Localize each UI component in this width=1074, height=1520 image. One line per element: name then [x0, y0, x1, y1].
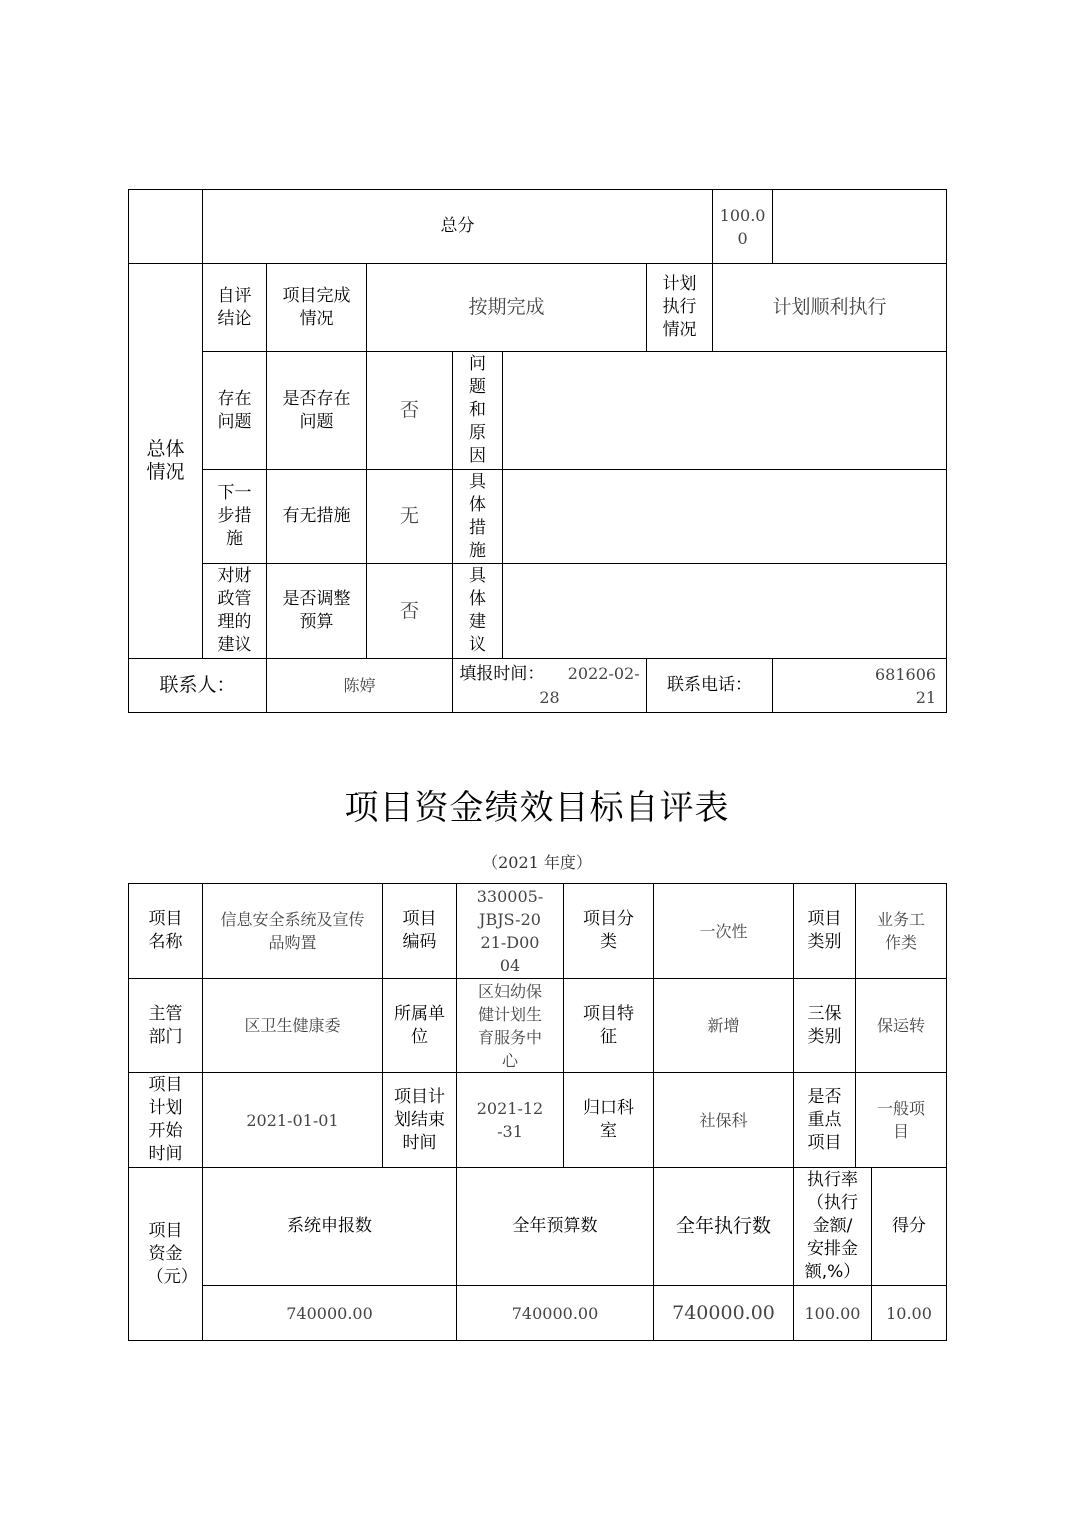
finance-advice-label: 对财政管理的建议: [203, 564, 267, 659]
executed-value: 740000.00: [654, 1286, 794, 1341]
issues-label: 存在问题: [203, 352, 267, 470]
total-label: 总分: [203, 190, 713, 264]
advice-value: [503, 564, 947, 659]
unit-value: 区妇幼保健计划生育服务中心: [457, 979, 564, 1073]
summary-table: [128, 189, 947, 713]
self-eval-label: 自评结论: [203, 264, 267, 352]
feature-label: 项目特征: [564, 979, 654, 1073]
end-label: 项目计划结束时间: [383, 1073, 457, 1168]
dept-label: 主管部门: [129, 979, 203, 1073]
blank-cell: [773, 190, 947, 264]
adjust-budget-label: 是否调整预算: [267, 564, 367, 659]
executed-label: 全年执行数: [654, 1168, 794, 1286]
sanbao-value: 保运转: [856, 979, 947, 1073]
budget-label: 全年预算数: [457, 1168, 654, 1286]
funds-label: 项目资金（元）: [129, 1168, 203, 1341]
start-label: 项目计划开始时间: [129, 1073, 203, 1168]
project-category-value: 一次性: [654, 884, 794, 979]
score-label: 得分: [872, 1168, 947, 1286]
plan-exec-label: 计划执行情况: [647, 264, 713, 352]
dept-value: 区卫生健康委: [203, 979, 383, 1073]
phone-label: 联系电话：: [647, 659, 773, 713]
office-value: 社保科: [654, 1073, 794, 1168]
key-label: 是否重点项目: [794, 1073, 856, 1168]
unit-label: 所属单位: [383, 979, 457, 1073]
project-code-value: 330005-JBJS-2021-D0004: [457, 884, 564, 979]
contact-label: 联系人：: [129, 659, 267, 713]
year-label: （2021 年度）: [482, 853, 592, 872]
completion-value: 按期完成: [367, 264, 647, 352]
has-measures-label: 有无措施: [267, 470, 367, 564]
has-issues-label: 是否存在问题: [267, 352, 367, 470]
next-steps-label: 下一步措施: [203, 470, 267, 564]
issues-reason-value: [503, 352, 947, 470]
measures-label: 具体措施: [453, 470, 503, 564]
sanbao-label: 三保类别: [794, 979, 856, 1073]
overall-label: 总体情况: [129, 264, 203, 659]
project-type-label: 项目类别: [794, 884, 856, 979]
declared-label: 系统申报数: [203, 1168, 457, 1286]
budget-value: 740000.00: [457, 1286, 654, 1341]
key-value: 一般项目: [856, 1073, 947, 1168]
project-code-label: 项目编码: [383, 884, 457, 979]
performance-form-table: [128, 883, 947, 1341]
project-type-value: 业务工作类: [856, 884, 947, 979]
contact-value: 陈婷: [267, 659, 453, 713]
end-value: 2021-12-31: [457, 1073, 564, 1168]
fill-time-value: 2022-02-28: [539, 663, 640, 707]
has-issues-value: 否: [367, 352, 453, 470]
blank-cell: [129, 190, 203, 264]
project-name-label: 项目名称: [129, 884, 203, 979]
measures-value: [503, 470, 947, 564]
has-measures-value: 无: [367, 470, 453, 564]
advice-label: 具体建议: [453, 564, 503, 659]
phone-value: 68160621: [773, 659, 947, 713]
plan-exec-value: 计划顺利执行: [713, 264, 947, 352]
project-name-value: 信息安全系统及宣传品购置: [203, 884, 383, 979]
fill-time-label: [453, 659, 647, 713]
total-value: 100.00: [713, 190, 773, 264]
project-category-label: 项目分类: [564, 884, 654, 979]
adjust-budget-value: 否: [367, 564, 453, 659]
issues-reason-label: 问题和原因: [453, 352, 503, 470]
declared-value: 740000.00: [203, 1286, 457, 1341]
rate-value: 100.00: [794, 1286, 872, 1341]
rate-label: 执行率（执行金额/安排金额,%）: [794, 1168, 872, 1286]
office-label: 归口科室: [564, 1073, 654, 1168]
page-title: 项目资金绩效目标自评表: [344, 788, 730, 828]
start-value: 2021-01-01: [203, 1073, 383, 1168]
completion-label: 项目完成情况: [267, 264, 367, 352]
feature-value: 新增: [654, 979, 794, 1073]
fill-time-label-text: 填报时间：: [459, 663, 545, 684]
score-value: 10.00: [872, 1286, 947, 1341]
